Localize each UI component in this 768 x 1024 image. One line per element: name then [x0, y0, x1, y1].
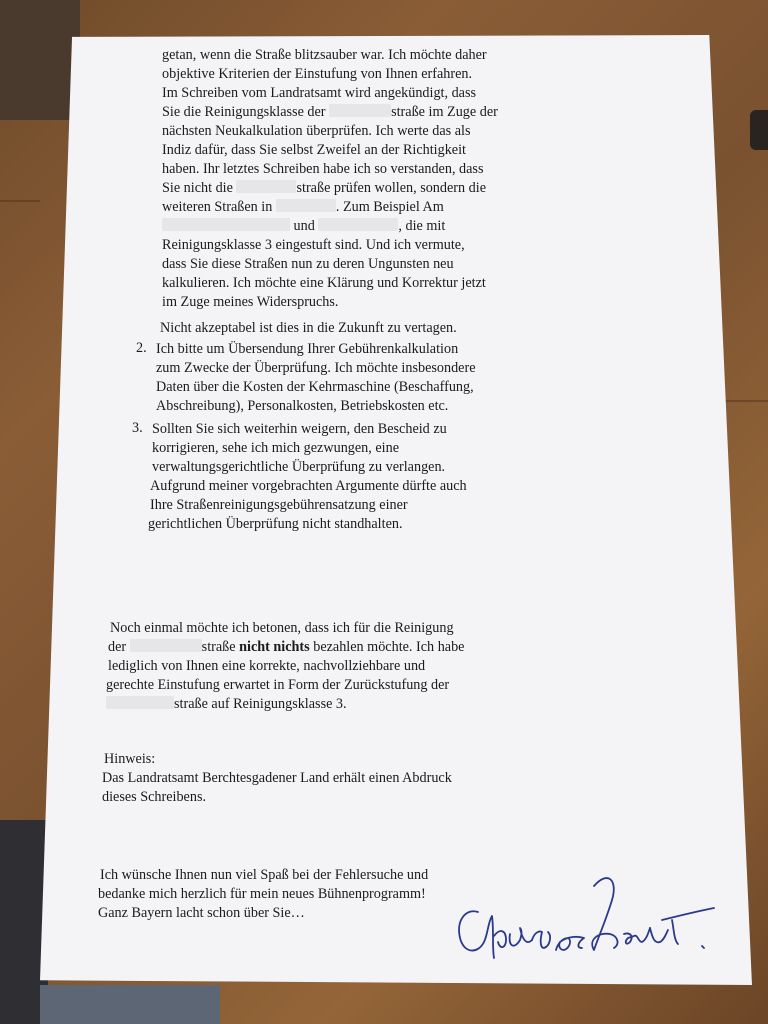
text-line: zum Zwecke der Überprüfung. Ich möchte insbesondere [156, 360, 476, 376]
text-line: Ich bitte um Übersendung Ihrer Gebührenkalkulation [156, 341, 459, 357]
redaction-block [276, 199, 336, 212]
text-line: und , die mit [162, 217, 445, 237]
text-line: dieses Schreibens. [102, 789, 207, 805]
text-line: Aufgrund meiner vorgebrachten Argumente dürfte auch [150, 478, 467, 494]
background-dark-corner [0, 0, 80, 120]
text-line: Nicht akzeptabel ist dies in die Zukunft zu vertagen. [160, 320, 457, 336]
redaction-block [236, 180, 296, 193]
text-line: Sollten Sie sich weiterhin weigern, den Bescheid zu [152, 421, 447, 437]
wood-grain [720, 400, 768, 402]
wood-grain [0, 200, 40, 202]
text-line: Daten über die Kosten der Kehrmaschine (Beschaffung, [156, 379, 474, 395]
text-line: nächsten Neukalkulation überprüfen. Ich werte das als [162, 123, 471, 139]
text-line: weiteren Straßen in . Zum Beispiel Am [162, 199, 444, 215]
text-line: im Zuge meines Widerspruchs. [162, 294, 339, 310]
text-line: haben. Ihr letztes Schreiben habe ich so verstanden, dass [162, 161, 484, 177]
text-line: Ganz Bayern lacht schon über Sie… [98, 905, 305, 921]
text-line: Indiz dafür, dass Sie selbst Zweifel an der Richtigkeit [162, 142, 466, 158]
text-line: kalkulieren. Ich möchte eine Klärung und Korrektur jetzt [162, 275, 486, 291]
text-line: objektive Kriterien der Einstufung von Ihnen erfahren. [162, 66, 473, 82]
text-line: bedanke mich herzlich für mein neues Bühnenprogramm! [98, 886, 426, 902]
text-line: Ich wünsche Ihnen nun viel Spaß bei der Fehlersuche und [100, 867, 429, 883]
text-line: Im Schreiben vom Landratsamt wird angekündigt, dass [162, 85, 477, 101]
text-line: lediglich von Ihnen eine korrekte, nachvollziehbare und [108, 658, 426, 674]
text-line: korrigieren, sehe ich mich gezwungen, eine [152, 440, 399, 456]
note-label: Hinweis: [104, 751, 156, 767]
text-line: der straße nicht nichts bezahlen möchte. Ich habe [108, 639, 465, 655]
text-line: Noch einmal möchte ich betonen, dass ich für die Reinigung [110, 620, 454, 636]
text-line: straße auf Reinigungsklasse 3. [106, 695, 347, 715]
redaction-block [318, 218, 398, 231]
text-line: Abschreibung), Personalkosten, Betriebskosten etc. [156, 398, 449, 414]
text-line: Reinigungsklasse 3 eingestuft sind. Und ich vermute, [162, 237, 465, 253]
text-line: Ihre Straßenreinigungsgebührensatzung einer [150, 497, 408, 513]
text-line: getan, wenn die Straße blitzsauber war. Ich möchte daher [162, 47, 487, 63]
text-line: verwaltungsgerichtliche Überprüfung zu verlangen. [152, 459, 446, 475]
redaction-block [130, 639, 202, 652]
background-cloth [40, 985, 220, 1024]
text-line: Sie nicht die straße prüfen wollen, sondern die [162, 180, 486, 196]
redaction-block [329, 104, 391, 117]
redaction-block [106, 696, 174, 709]
list-number: 3. [132, 420, 143, 436]
text-line: gerichtlichen Überprüfung nicht standhalten. [148, 516, 403, 532]
text-line: Das Landratsamt Berchtesgadener Land erhält einen Abdruck [102, 770, 452, 786]
text-line: gerechte Einstufung erwartet in Form der Zurückstufung der [106, 677, 450, 693]
handwritten-signature [448, 850, 718, 980]
background-object [750, 110, 768, 150]
text-line: Sie die Reinigungsklasse der straße im Zuge der [162, 104, 498, 120]
text-line: dass Sie diese Straßen nun zu deren Ungunsten neu [162, 256, 454, 272]
list-number: 2. [136, 340, 147, 356]
redaction-block [162, 218, 290, 231]
